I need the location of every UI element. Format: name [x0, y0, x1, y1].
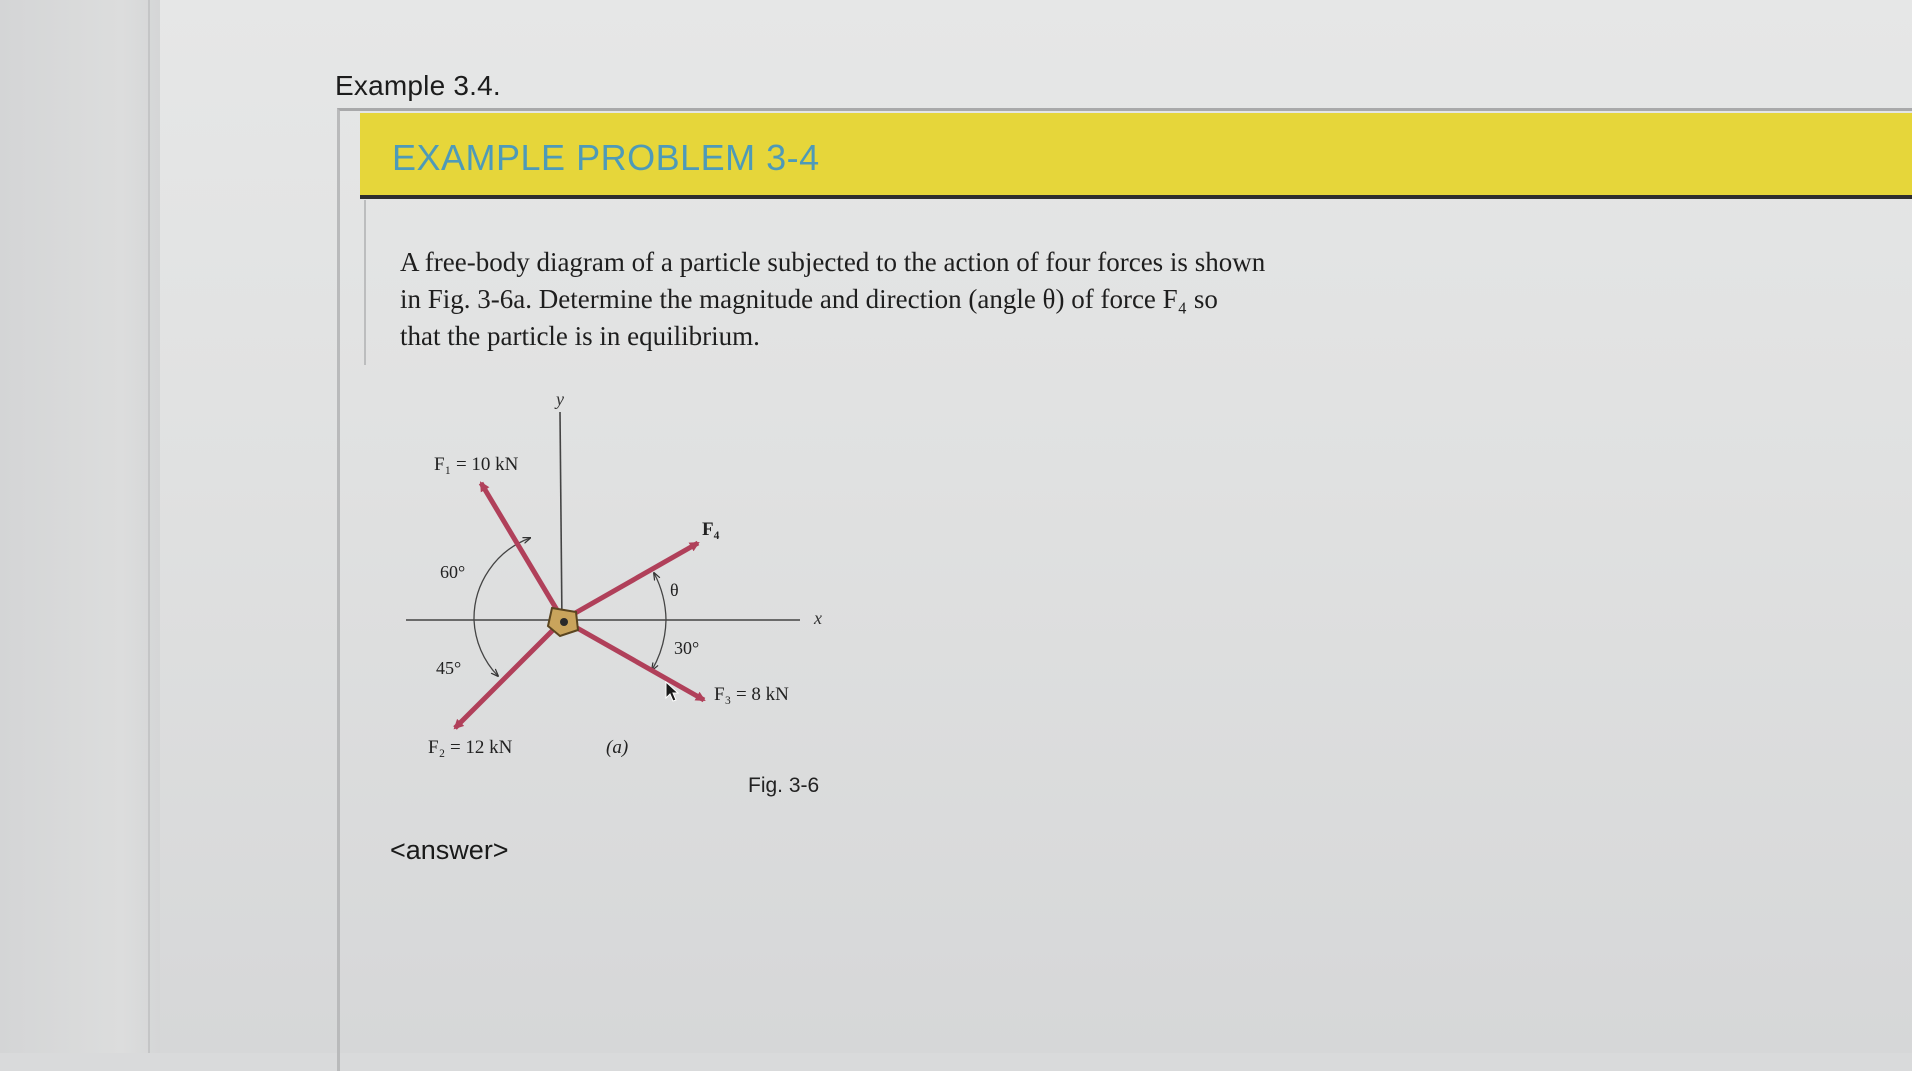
angle-45-label: 45°: [436, 658, 462, 678]
F3-label: F₃ = 8 kN: [714, 684, 789, 705]
answer-placeholder[interactable]: <answer>: [390, 835, 509, 865]
F4-label: F₄: [702, 519, 720, 540]
force-F2-arrow: [455, 620, 563, 728]
card-inner-rule: [364, 200, 366, 365]
y-axis: [560, 412, 562, 625]
angle-theta-label: θ: [670, 580, 679, 600]
angle-30-label: 30°: [674, 638, 700, 658]
problem-statement: [400, 244, 1460, 355]
example-heading: Example 3.4.: [335, 70, 501, 101]
arc-theta: [654, 573, 666, 620]
arc-45: [474, 620, 498, 676]
free-body-diagram: [380, 380, 900, 810]
force-F3-arrow: [563, 620, 704, 700]
particle-center: [560, 618, 568, 626]
F1-label: F₁ = 10 kN: [434, 454, 519, 475]
arc-30: [652, 620, 666, 670]
problem-line: that the particle is in equilibrium.: [400, 321, 760, 351]
problem-line: in Fig. 3-6a. Determine the magnitude and direction (angle θ) of force F₄ so: [400, 284, 1218, 314]
angle-60-label: 60°: [440, 562, 466, 582]
part-label: (a): [606, 737, 629, 758]
left-page-edge: [148, 0, 150, 1053]
y-axis-label: y: [556, 389, 564, 409]
force-F1-arrow: [481, 483, 563, 620]
x-axis-label: x: [814, 608, 822, 628]
figure-caption: Fig. 3-6: [748, 774, 820, 797]
problem-line: A free-body diagram of a particle subjected to the action of four forces is shown: [400, 247, 1266, 277]
problem-banner: [360, 113, 1912, 199]
F2-label: F₂ = 12 kN: [428, 737, 513, 758]
banner-title: EXAMPLE PROBLEM 3-4: [392, 137, 820, 178]
